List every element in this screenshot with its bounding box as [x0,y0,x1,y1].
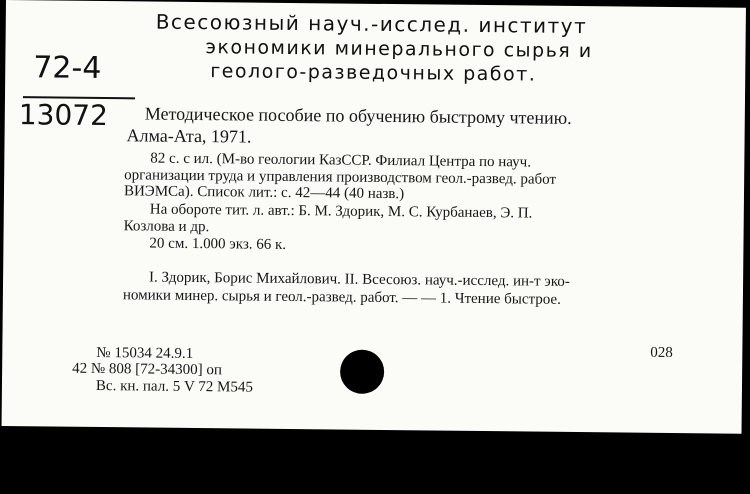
record-title: Методическое пособие по обучению быстрому чтению. [144,103,572,128]
handwritten-line-3: геолого-разведочных работ. [210,60,537,86]
record-imprint: Алма-Ата, 1971. [126,125,252,147]
tracings-line-2: номики минер. сырья и геол.-развед. работ. — — 1. Чтение быстрое. [122,287,561,308]
footer-number: 028 [650,344,673,362]
record-note-1: На обороте тит. л. авт.: Б. М. Здорик, М. С. Курбанаев, Э. П. [149,201,533,222]
footer-line-3: Вс. кн. пал. 5 V 72 M545 [95,377,253,396]
footer-line-1: № 15034 24.9.1 [96,344,194,362]
handwritten-line-1: Всесоюзный науч.-исслед. институт [155,9,588,39]
tracings-line-1: I. Здорик, Борис Михайлович. II. Всесоюз. науч.-исслед. ин-т эко- [149,269,570,290]
record-description-2: организации труда и управления производством геол.-развед. работ [124,167,557,188]
record-description-3: ВИЭМСа). Список лит.: с. 42—44 (40 назв.) [123,183,405,203]
footer-line-2: 42 № 808 [72-34300] оп [72,360,223,379]
record-price: 20 см. 1.000 экз. 66 к. [149,235,287,253]
card-punch-hole [340,350,384,394]
call-number-bottom: 13072 [18,98,109,133]
record-note-2: Козлова и др. [123,218,210,236]
call-number-top: 72-4 [33,50,102,87]
handwritten-line-2: экономики минерального сырья и [205,36,593,63]
record-description-1: 82 с. с ил. (М-во геологии КазССР. Филиал Центра по науч. [150,150,532,171]
catalog-card [2,0,746,434]
